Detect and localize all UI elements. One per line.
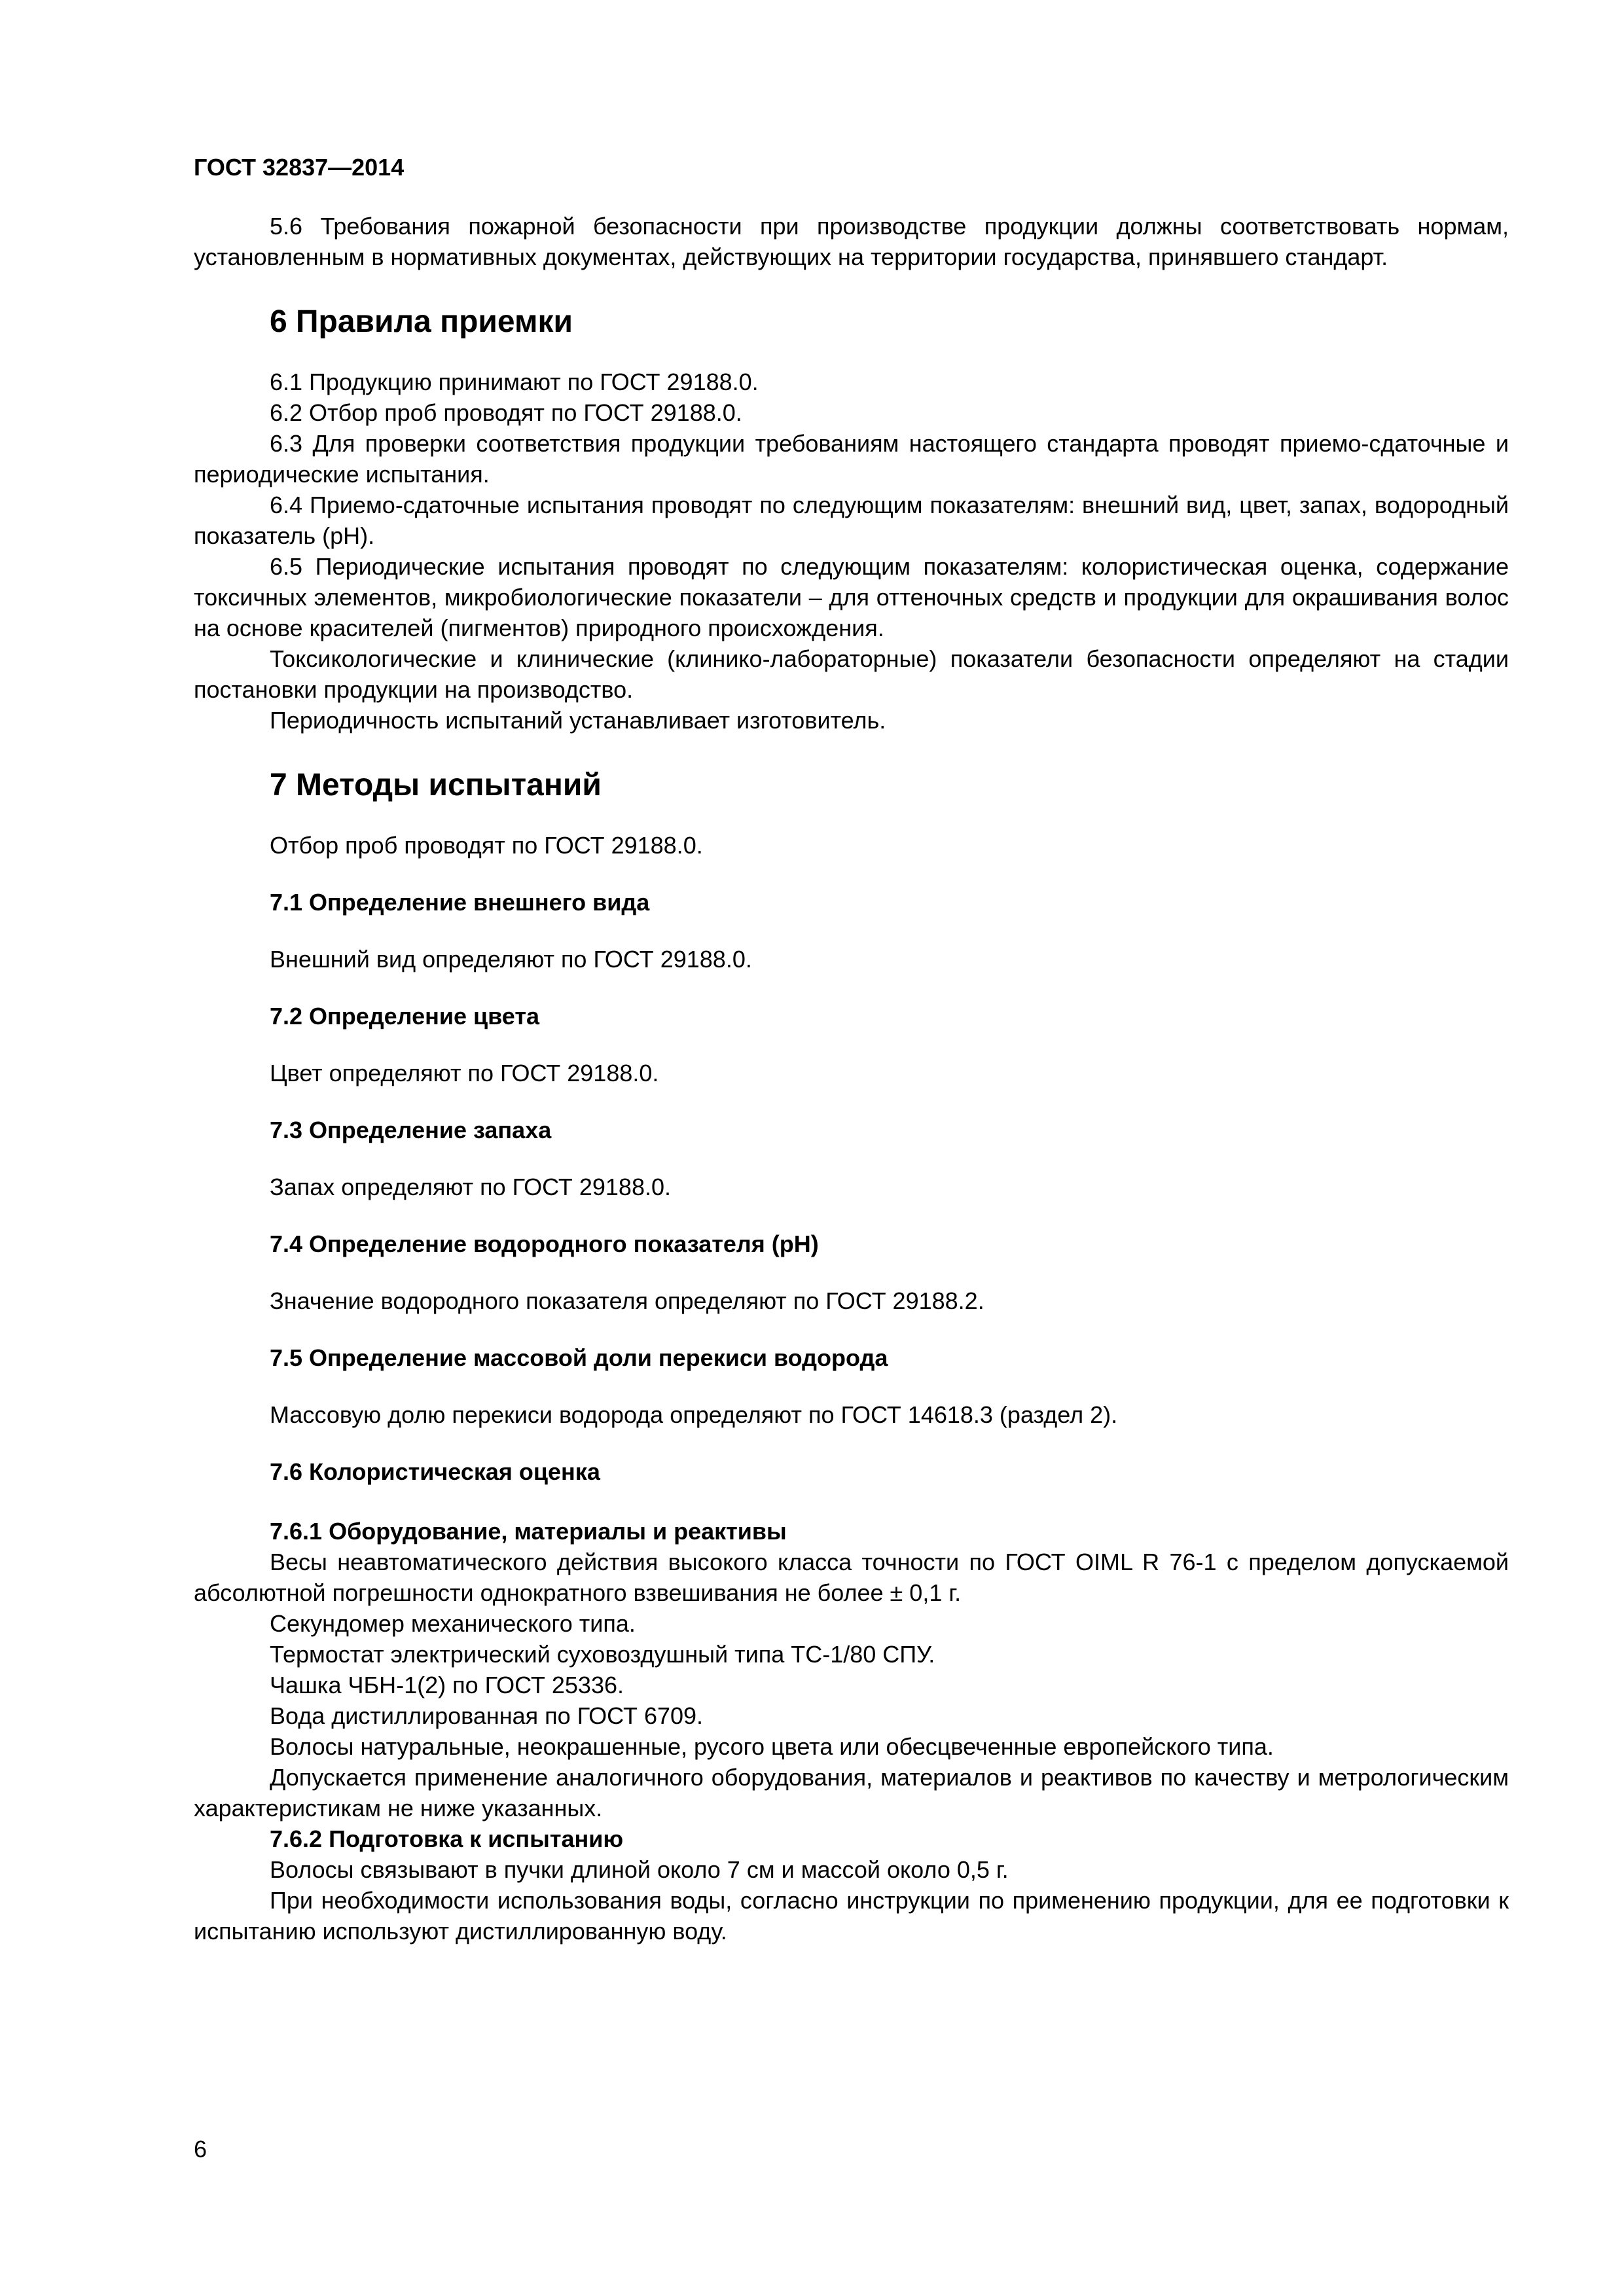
paragraph-7-6-1-hair: Волосы натуральные, неокрашенные, русого цвета или обесцвеченные европейского типа. [270, 1733, 1274, 1760]
paragraph-6-periodicity: Периодичность испытаний устанавливает изготовитель. [270, 707, 886, 734]
paragraph-7-6-1-scales: Весы неавтоматического действия высокого класса точности по ГОСТ OIML R 76-1 с пределом допускаемой абсолютной погрешности однократного взвешивания не более ± 0,1 г. [194, 1549, 1509, 1606]
paragraph-7-4: Значение водородного показателя определяют по ГОСТ 29188.2. [270, 1287, 984, 1314]
paragraph-7-6-2-bundles: Волосы связывают в пучки длиной около 7 см и массой около 0,5 г. [270, 1856, 1009, 1883]
paragraph-7-6-1-water: Вода дистиллированная по ГОСТ 6709. [270, 1702, 704, 1729]
paragraph-7-5: Массовую долю перекиси водорода определяют по ГОСТ 14618.3 (раздел 2). [270, 1401, 1118, 1428]
subsection-7-2-title: 7.2 Определение цвета [270, 1003, 539, 1030]
paragraph-5-6: 5.6 Требования пожарной безопасности при производстве продукции должны соответствовать нормам, установленным в нормативных документах, действующих на территории государства, принявшего стандарт. [194, 213, 1509, 270]
paragraph-7-intro: Отбор проб проводят по ГОСТ 29188.0. [270, 832, 703, 859]
paragraph-7-6-1-stopwatch: Секундомер механического типа. [270, 1610, 636, 1637]
paragraph-7-3: Запах определяют по ГОСТ 29188.0. [270, 1174, 672, 1200]
paragraph-6-toxicology: Токсикологические и клинические (клинико-лабораторные) показатели безопасности определяют на стадии постановки продукции на производство. [194, 645, 1509, 703]
subsection-7-3-title: 7.3 Определение запаха [270, 1117, 552, 1143]
paragraph-7-1: Внешний вид определяют по ГОСТ 29188.0. [270, 946, 752, 973]
paragraph-7-6-2-water: При необходимости использования воды, согласно инструкции по применению продукции, для ее подготовки к испытанию используют дистиллированную воду. [194, 1887, 1509, 1945]
paragraph-6-4: 6.4 Приемо-сдаточные испытания проводят по следующим показателям: внешний вид, цвет, запах, водородный показатель (pH). [194, 492, 1509, 549]
page-number: 6 [194, 2136, 208, 2162]
paragraph-6-3: 6.3 Для проверки соответствия продукции требованиям настоящего стандарта проводят приемо-сдаточные и периодические испытания. [194, 430, 1509, 488]
paragraph-6-1: 6.1 Продукцию принимают по ГОСТ 29188.0. [270, 368, 759, 395]
subsection-7-6-1-title: 7.6.1 Оборудование, материалы и реактивы [270, 1518, 787, 1545]
section-7-title: 7 Методы испытаний [270, 768, 602, 802]
document-header-code: ГОСТ 32837—2014 [194, 154, 405, 181]
document-body [194, 211, 1509, 1946]
paragraph-6-5: 6.5 Периодические испытания проводят по следующим показателям: колористическая оценка, содержание токсичных элементов, микробиологические показатели – для оттеночных средств и продукции для окрашивания волос на основе красителей (пигментов) природного происхождения. [194, 553, 1509, 641]
paragraph-7-6-1-dish: Чашка ЧБН-1(2) по ГОСТ 25336. [270, 1672, 624, 1698]
section-6-title: 6 Правила приемки [270, 304, 573, 339]
subsection-7-6-title: 7.6 Колористическая оценка [270, 1458, 600, 1485]
paragraph-7-6-1-thermostat: Термостат электрический суховоздушный типа ТС-1/80 СПУ. [270, 1641, 935, 1668]
subsection-7-4-title: 7.4 Определение водородного показателя (pH) [270, 1230, 819, 1257]
subsection-7-1-title: 7.1 Определение внешнего вида [270, 889, 650, 916]
paragraph-7-2: Цвет определяют по ГОСТ 29188.0. [270, 1060, 659, 1086]
paragraph-6-2: 6.2 Отбор проб проводят по ГОСТ 29188.0. [270, 399, 742, 426]
subsection-7-6-2-title: 7.6.2 Подготовка к испытанию [270, 1825, 624, 1852]
paragraph-7-6-1-alternatives: Допускается применение аналогичного оборудования, материалов и реактивов по качеству и метрологическим характеристикам не ниже указанных. [194, 1764, 1509, 1821]
subsection-7-5-title: 7.5 Определение массовой доли перекиси водорода [270, 1344, 888, 1371]
